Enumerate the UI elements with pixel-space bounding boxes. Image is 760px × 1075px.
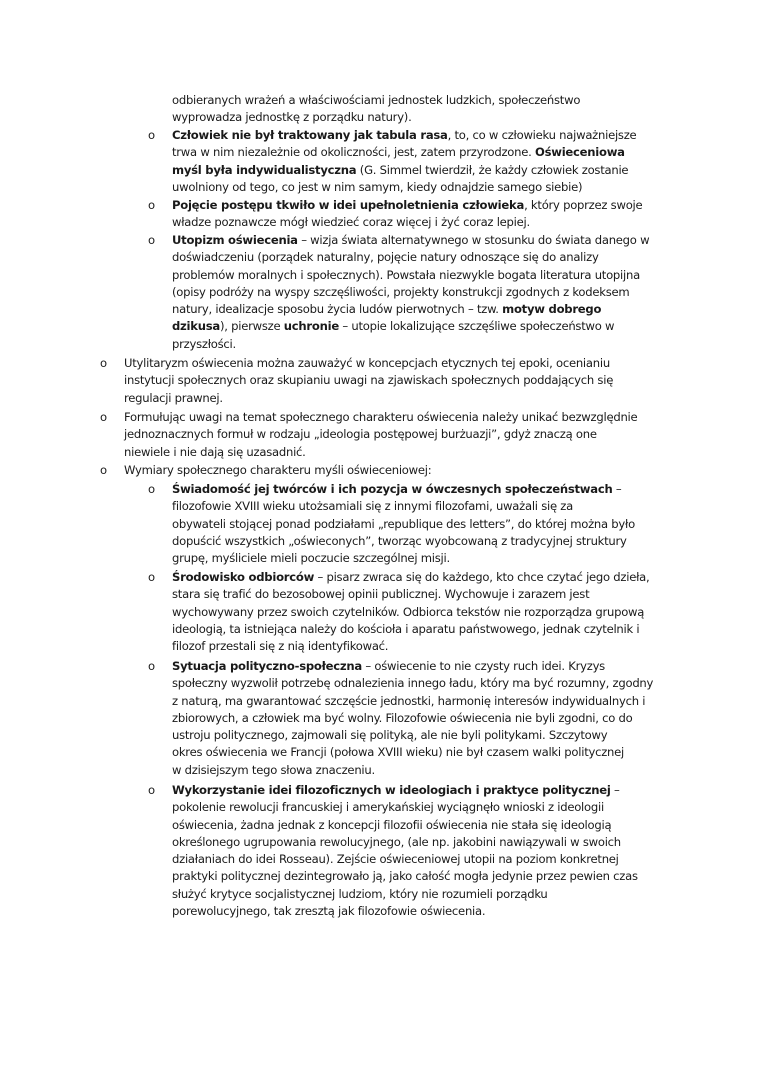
bullet-marker: o xyxy=(148,783,155,797)
text-segment: pokolenie rewolucji francuskiej i amerykańskiej wyciągnęło wnioski z ideologii xyxy=(172,800,604,815)
text-segment: odbieranych wrażeń a właściwościami jednostek ludzkich, społeczeństwo xyxy=(172,93,581,107)
text-segment: , który poprzez swoje xyxy=(524,198,643,212)
text-segment: stara się trafić do bezosobowej opinii publicznej. Wychowuje i zarazem jest xyxy=(172,587,590,602)
text-segment: uwolniony od tego, co jest w nim samym, kiedy odnajdzie samego siebie) xyxy=(172,179,583,194)
text-line xyxy=(172,693,672,710)
text-segment: grupę, myśliciele mieli poczucie szczególnej misji. xyxy=(172,551,450,566)
text-segment: problemów moralnych i społecznych). Powstała niezwykle bogata literatura utopijna xyxy=(172,267,640,282)
text-line xyxy=(172,336,672,353)
item-wymiary xyxy=(124,462,684,479)
text-line xyxy=(172,851,672,868)
text-line xyxy=(172,249,672,266)
text-line xyxy=(172,318,672,335)
text-segment: określonego ugrupowania rewolucyjnego, (ale np. jakobini nawiązywali w swoich xyxy=(172,834,621,849)
item-tabula-rasa xyxy=(172,127,672,196)
text-line xyxy=(124,372,684,389)
text-segment: działaniach do idei Rosseau). Zejście oświeceniowej utopii na poziom konkretnej xyxy=(172,852,619,867)
text-segment: porewolucyjnego, tak zresztą jak filozofowie oświecenia. xyxy=(172,904,486,919)
text-line xyxy=(124,444,684,461)
text-segment: – xyxy=(612,482,622,496)
bold-text: motyw dobrego xyxy=(502,302,602,317)
text-line xyxy=(172,586,672,603)
text-line xyxy=(172,675,672,692)
text-line xyxy=(172,762,672,779)
text-segment: Formułując uwagi na temat społecznego charakteru oświecenia należy unikać bezwzględnie xyxy=(124,410,638,424)
text-segment: (G. Simmel twierdził, że każdy człowiek zostanie xyxy=(356,162,629,177)
bullet-marker: o xyxy=(148,128,155,142)
text-line xyxy=(172,727,672,744)
text-segment: ), pierwsze xyxy=(219,319,284,334)
text-line xyxy=(172,903,672,920)
text-line xyxy=(124,409,684,426)
text-line xyxy=(172,498,672,515)
bold-text: uchronie xyxy=(283,319,339,334)
text-segment: niewiele i nie dają się uzasadnić. xyxy=(124,444,306,459)
bullet-marker: o xyxy=(100,356,107,370)
text-segment: wyprowadza jednostkę z porządku natury). xyxy=(172,110,412,125)
bold-text: Wykorzystanie idei filozoficznych w ideologiach i praktyce politycznej xyxy=(172,783,611,797)
text-line xyxy=(172,799,672,816)
text-line xyxy=(172,179,672,196)
bold-text: Oświeceniowa xyxy=(534,145,625,160)
text-line xyxy=(172,658,672,675)
bold-text: Sytuacja polityczno-społeczna xyxy=(172,659,362,673)
text-line xyxy=(172,232,672,249)
text-segment: zbiorowych, a człowiek ma być wolny. Filozofowie oświecenia nie byli zgodni, co do xyxy=(172,710,633,725)
text-segment: – wizja świata alternatywnego w stosunku do świata danego w xyxy=(297,233,650,247)
item-pojecie-postepu xyxy=(172,197,672,232)
item-continuation xyxy=(172,92,672,127)
bold-text: Utopizm oświecenia xyxy=(172,233,298,247)
text-segment: filozofowie XVIII wieku utożsamiali się z innymi filozofami, uważali się za xyxy=(172,499,573,514)
bullet-marker: o xyxy=(148,659,155,673)
item-utylitaryzm xyxy=(124,355,684,407)
bullet-marker: o xyxy=(148,570,155,584)
text-line xyxy=(172,621,672,638)
text-line xyxy=(172,144,672,161)
text-segment: w dzisiejszym tego słowa znaczeniu. xyxy=(172,762,375,777)
bold-text: Środowisko odbiorców xyxy=(172,570,315,584)
text-segment: – pisarz zwraca się do każdego, kto chce czytać jego dzieła, xyxy=(314,570,650,584)
text-line xyxy=(172,744,672,761)
text-line xyxy=(124,390,684,407)
text-segment: obywateli stojącej ponad podziałami „republique des letters”, do której można było xyxy=(172,516,635,531)
text-segment: oświecenia, żadna jednak z koncepcji filozofii oświecenia nie stała się ideologią xyxy=(172,817,612,832)
bullet-marker: o xyxy=(148,233,155,247)
item-wykorzystanie xyxy=(172,782,672,920)
text-segment: społeczny wyzwolił potrzebę odnalezienia innego ładu, który ma być rozumny, zgodny xyxy=(172,676,654,691)
text-segment: – xyxy=(610,783,620,797)
item-srodowisko xyxy=(172,569,672,655)
text-segment: przyszłości. xyxy=(172,336,236,351)
text-line xyxy=(172,92,672,109)
text-line xyxy=(124,426,684,443)
text-segment: dopuścić wszystkich „oświeconych”, tworząc wyobcowaną z tradycyjnej struktury xyxy=(172,533,627,548)
text-line xyxy=(172,782,672,799)
text-line xyxy=(172,834,672,851)
text-line xyxy=(172,267,672,284)
text-line xyxy=(172,710,672,727)
text-segment: z naturą, ma gwarantować szczęście jednostki, harmonię interesów indywidualnych i xyxy=(172,693,646,708)
bullet-marker: o xyxy=(148,198,155,212)
text-segment: służyć krytyce socjalistycznej ludziom, który nie rozumieli porządku xyxy=(172,886,548,901)
text-line xyxy=(124,355,684,372)
text-line xyxy=(172,638,672,655)
text-line xyxy=(172,127,672,144)
text-line xyxy=(172,817,672,834)
item-formulujac xyxy=(124,409,684,461)
text-segment: , to, co w człowieku najważniejsze xyxy=(447,128,637,142)
text-segment: praktyki politycznej dezintegrowało ją, jako całość mogła jedynie przez pewien czas xyxy=(172,869,638,884)
text-line xyxy=(124,462,684,479)
text-line xyxy=(172,516,672,533)
text-line xyxy=(172,886,672,903)
text-line xyxy=(172,162,672,179)
item-utopizm xyxy=(172,232,672,353)
text-segment: trwa w nim niezależnie od okoliczności, jest, zatem przyrodzone. xyxy=(172,145,535,160)
text-line xyxy=(172,301,672,318)
bold-text: Pojęcie postępu tkwiło w idei upełnoletnienia człowieka xyxy=(172,198,525,212)
text-segment: wychowywany przez swoich czytelników. Odbiorca tekstów nie rozporządza grupową xyxy=(172,604,645,619)
text-line xyxy=(172,550,672,567)
text-line xyxy=(172,481,672,498)
text-segment: Wymiary społecznego charakteru myśli oświeceniowej: xyxy=(124,463,432,477)
bullet-marker: o xyxy=(100,463,107,477)
text-line xyxy=(172,868,672,885)
item-swiadomosc xyxy=(172,481,672,567)
text-segment: władze poznawcze mógł wiedzieć coraz więcej i żyć coraz lepiej. xyxy=(172,215,530,230)
text-line xyxy=(172,284,672,301)
text-segment: jednoznacznych formuł w rodzaju „ideologia postępowej burżuazji”, gdyż znaczą one xyxy=(124,427,597,442)
bold-text: Człowiek nie był traktowany jak tabula rasa xyxy=(172,128,448,142)
text-segment: okres oświecenia we Francji (połowa XVIII wieku) nie był czasem walki politycznej xyxy=(172,745,625,760)
text-segment: natury, idealizacje sposobu życia ludów pierwotnych – tzw. xyxy=(172,302,503,317)
text-segment: filozof przestali się z nią identyfikować. xyxy=(172,639,389,654)
text-line xyxy=(172,569,672,586)
text-segment: Utylitaryzm oświecenia można zauważyć w koncepcjach etycznych tej epoki, ocenianiu xyxy=(124,356,610,370)
item-sytuacja xyxy=(172,658,672,779)
bullet-marker: o xyxy=(100,410,107,424)
text-segment: ideologią, ta istniejąca należy do kościoła i aparatu państwowego, jednak czytelnik i xyxy=(172,621,640,636)
bullet-marker: o xyxy=(148,482,155,496)
text-line xyxy=(172,197,672,214)
text-line xyxy=(172,533,672,550)
text-line xyxy=(172,214,672,231)
text-segment: doświadczeniu (porządek naturalny, pojęcie natury odnoszące się do analizy xyxy=(172,250,599,265)
bold-text: myśl była indywidualistyczna xyxy=(172,162,357,177)
text-line xyxy=(172,109,672,126)
bold-text: Świadomość jej twórców i ich pozycja w ówczesnych społeczeństwach xyxy=(172,482,613,496)
text-segment: ustroju politycznego, zajmowali się polityką, ale nie byli politykami. Szczytowy xyxy=(172,728,608,743)
text-segment: regulacji prawnej. xyxy=(124,390,223,405)
text-segment: – oświecenie to nie czysty ruch idei. Kryzys xyxy=(361,659,605,673)
text-segment: – utopie lokalizujące szczęśliwe społeczeństwo w xyxy=(338,319,615,334)
text-line xyxy=(172,604,672,621)
text-segment: (opisy podróży na wyspy szczęśliwości, projekty konstrukcji zgodnych z kodeksem xyxy=(172,284,630,299)
text-segment: instytucji społecznych oraz skupianiu uwagi na zjawiskach społecznych poddających się xyxy=(124,373,614,388)
bold-text: dzikusa xyxy=(172,319,220,334)
